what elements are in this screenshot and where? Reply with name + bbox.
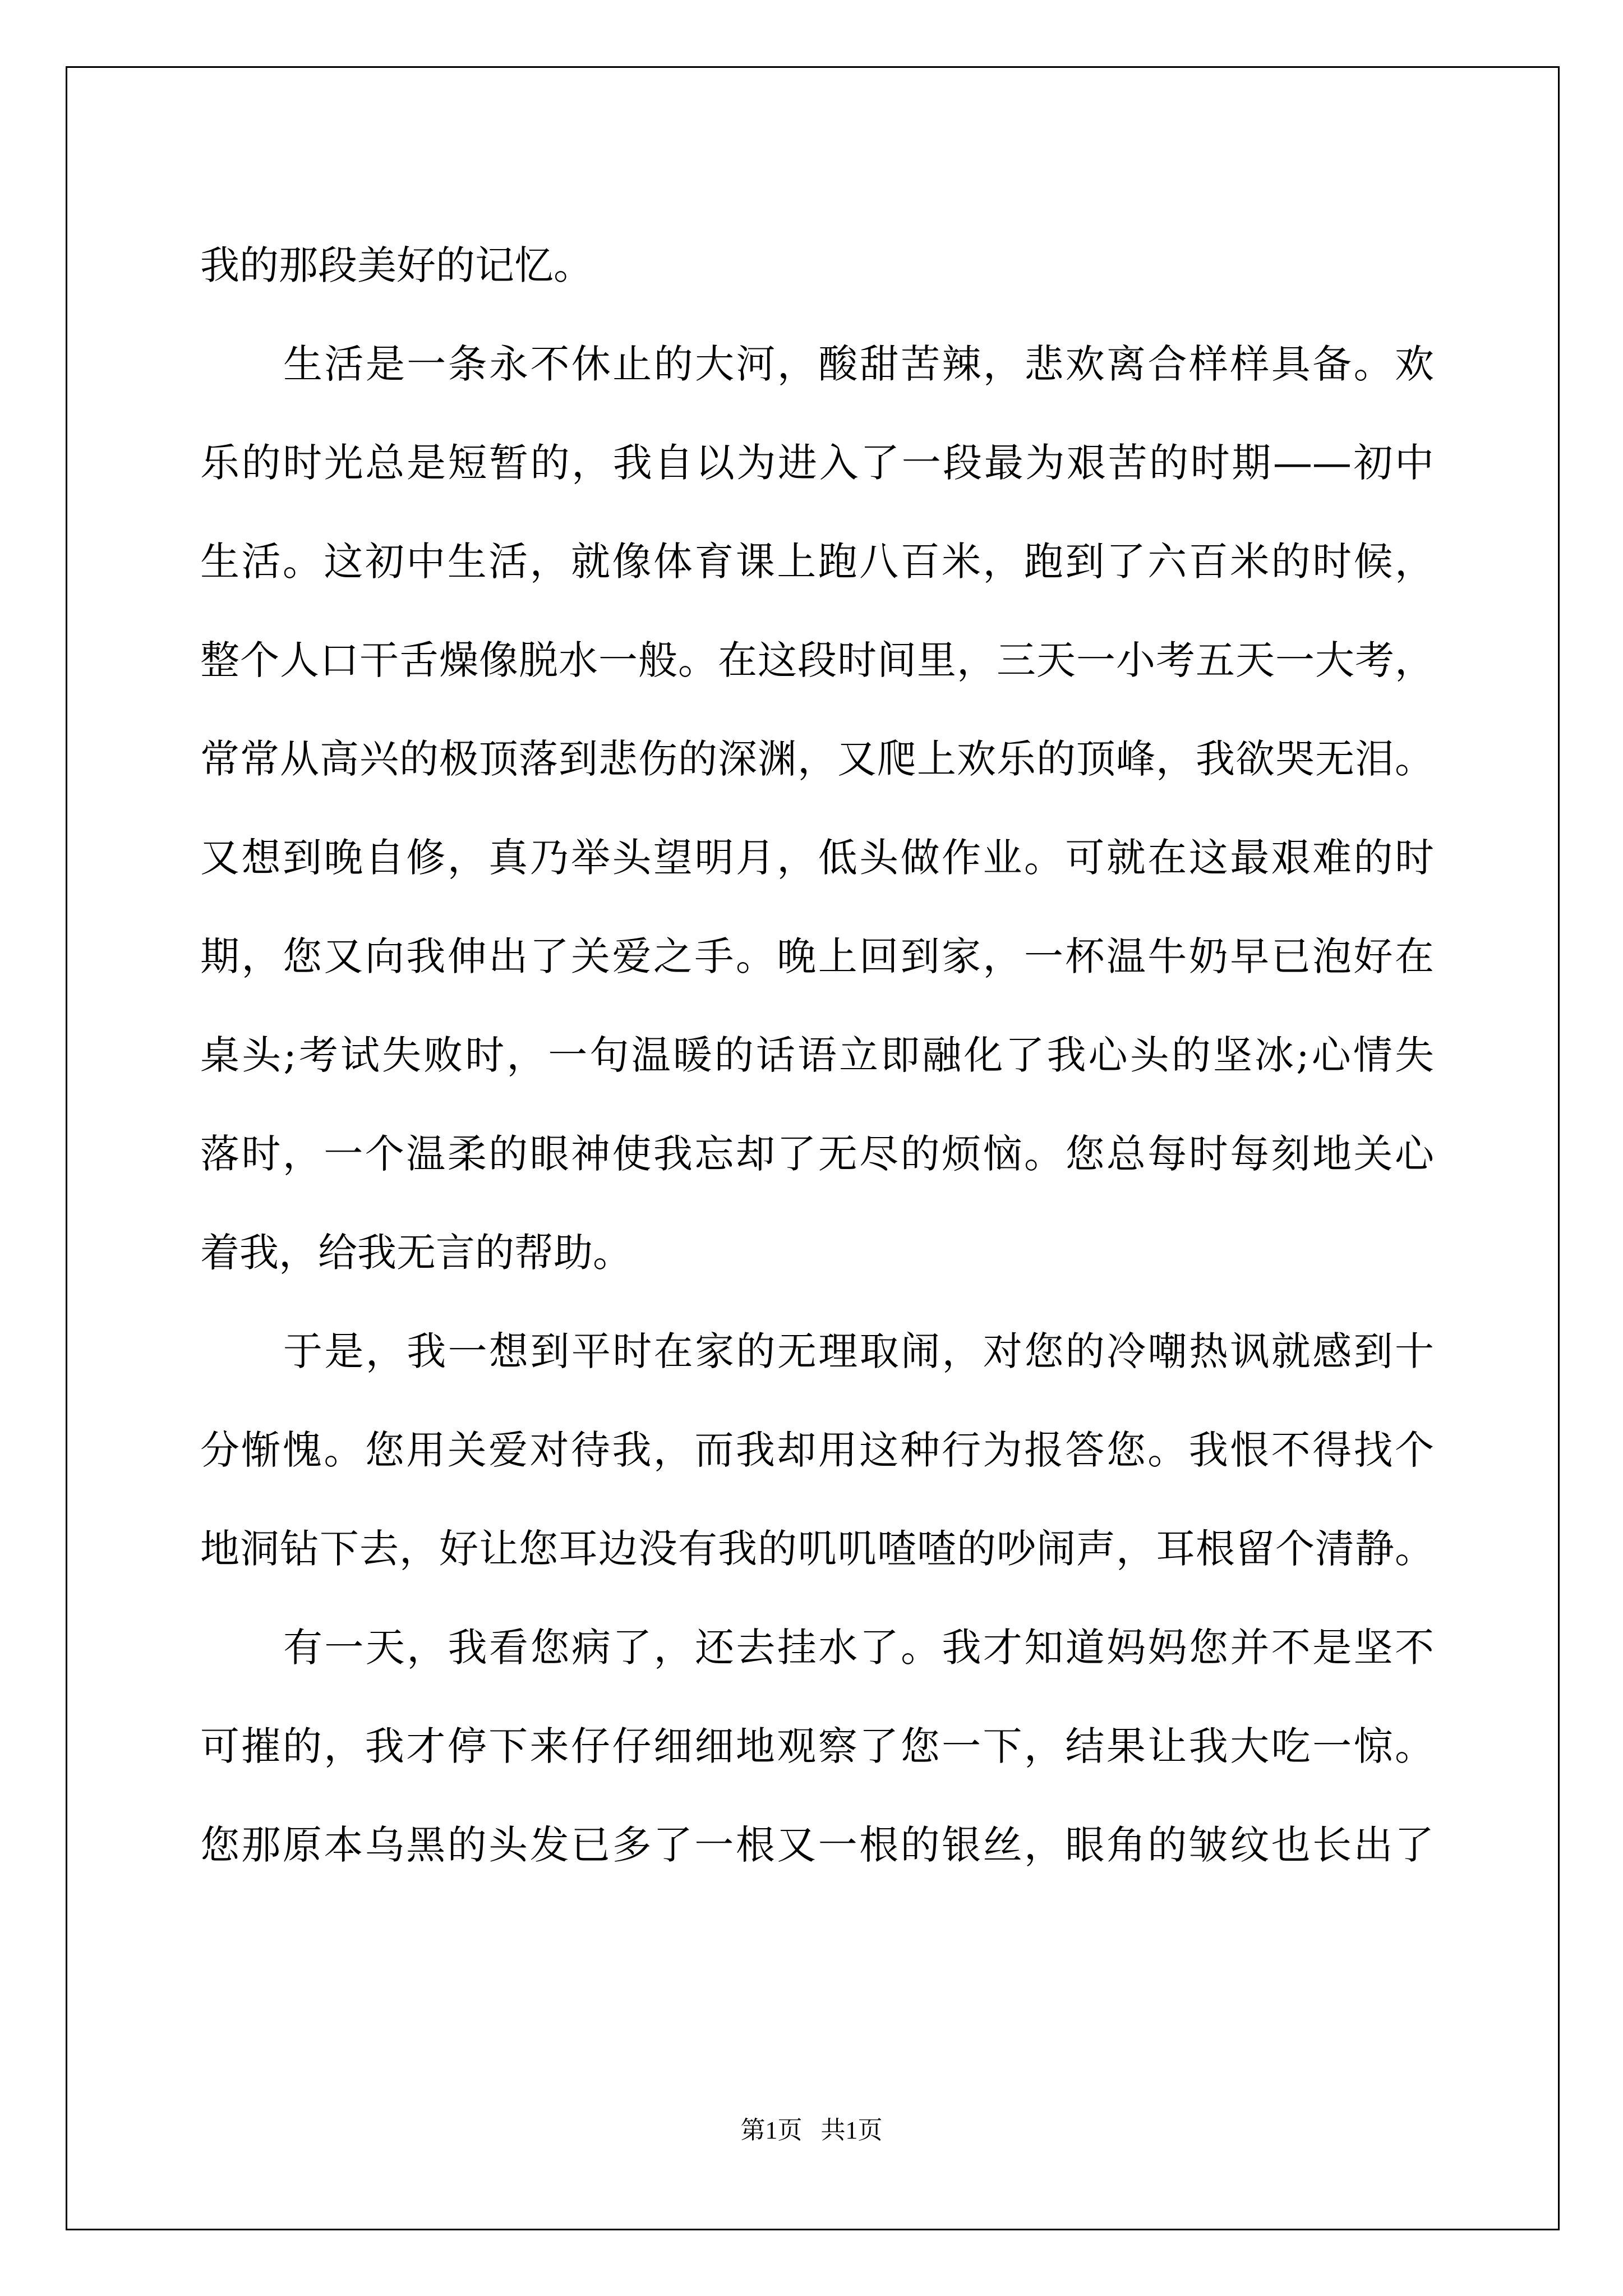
text-line: 常常从高兴的极顶落到悲伤的深渊，又爬上欢乐的顶峰，我欲哭无泪。 — [200, 736, 1434, 782]
text-line: 生活。这初中生活，就像体育课上跑八百米，跑到了六百米的时候， — [200, 539, 1434, 585]
text-line: 着我，给我无言的帮助。 — [200, 1230, 632, 1276]
paragraph-start-line: 生活是一条永不休止的大河，酸甜苦辣，悲欢离合样样具备。欢 — [283, 341, 1434, 387]
text-line: 桌头;考试失败时，一句温暖的话语立即融化了我心头的坚冰;心情失 — [200, 1032, 1434, 1078]
document-body — [200, 216, 1434, 1894]
text-line: 地洞钻下去，好让您耳边没有我的叽叽喳喳的吵闹声，耳根留个清静。 — [200, 1526, 1434, 1572]
page-footer — [0, 2114, 1623, 2147]
text-line: 可摧的，我才停下来仔仔细细地观察了您一下，结果让我大吃一惊。 — [200, 1723, 1434, 1769]
paragraph-start-line: 有一天，我看您病了，还去挂水了。我才知道妈妈您并不是坚不 — [283, 1625, 1434, 1671]
text-line: 又想到晚自修，真乃举头望明月，低头做作业。可就在这最艰难的时 — [200, 835, 1434, 881]
text-line: 落时，一个温柔的眼神使我忘却了无尽的烦恼。您总每时每刻地关心 — [200, 1131, 1434, 1177]
total-pages-label: 共1页 — [820, 2116, 883, 2144]
text-line: 整个人口干舌燥像脱水一般。在这段时间里，三天一小考五天一大考， — [200, 637, 1434, 683]
text-line: 乐的时光总是短暂的，我自以为进入了一段最为艰苦的时期——初中 — [200, 440, 1434, 486]
text-line: 分惭愧。您用关爱对待我，而我却用这种行为报答您。我恨不得找个 — [200, 1427, 1434, 1473]
text-line: 期，您又向我伸出了关爱之手。晚上回到家，一杯温牛奶早已泡好在 — [200, 933, 1434, 979]
text-line: 您那原本乌黑的头发已多了一根又一根的银丝，眼角的皱纹也长出了 — [200, 1822, 1434, 1868]
text-line: 我的那段美好的记忆。 — [200, 242, 593, 288]
paragraph-start-line: 于是，我一想到平时在家的无理取闹，对您的冷嘲热讽就感到十 — [283, 1328, 1434, 1374]
page-number-label: 第1页 — [740, 2116, 803, 2144]
